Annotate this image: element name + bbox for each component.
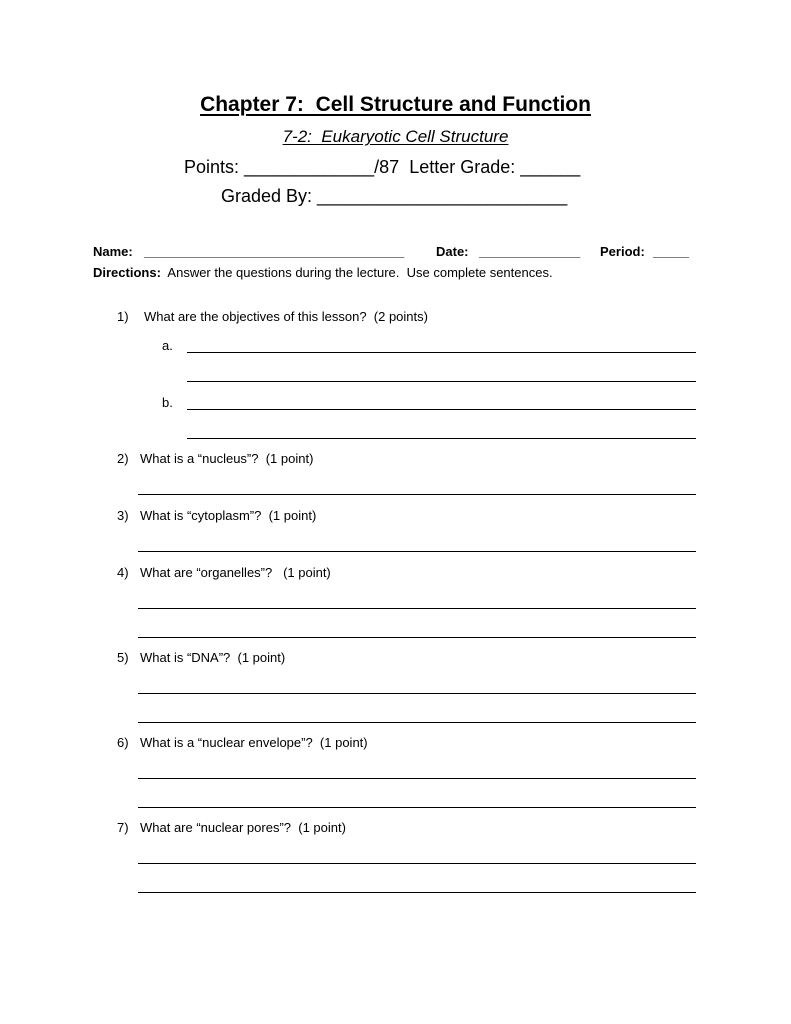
answer-line-1a-1[interactable] [187, 352, 696, 353]
question-2-number: 2) [117, 451, 129, 466]
question-6-number: 6) [117, 735, 129, 750]
answer-line-2-1[interactable] [138, 494, 696, 495]
answer-line-5-1[interactable] [138, 693, 696, 694]
page-subtitle: 7-2: Eukaryotic Cell Structure [282, 127, 509, 146]
name-label: Name: [93, 244, 133, 259]
period-label: Period: [600, 244, 645, 259]
answer-line-3-1[interactable] [138, 551, 696, 552]
graded-by-line: Graded By: _________________________ [221, 186, 568, 206]
answer-line-1a-2[interactable] [187, 381, 696, 382]
answer-line-6-1[interactable] [138, 778, 696, 779]
date-label: Date: [436, 244, 469, 259]
question-2-text: What is a “nucleus”? (1 point) [140, 451, 314, 466]
date-blank[interactable]: ______________ [479, 244, 581, 259]
page-title: Chapter 7: Cell Structure and Function [200, 93, 591, 116]
directions-text: Answer the questions during the lecture. Use complete sentences. [160, 265, 553, 280]
question-3-text: What is “cytoplasm”? (1 point) [140, 508, 317, 523]
answer-line-6-2[interactable] [138, 807, 696, 808]
name-blank[interactable]: ____________________________________ [144, 244, 405, 259]
question-6-text: What is a “nuclear envelope”? (1 point) [140, 735, 368, 750]
directions-label: Directions: [93, 265, 161, 280]
question-1-sub-b: b. [162, 395, 173, 410]
answer-line-5-2[interactable] [138, 722, 696, 723]
question-5-number: 5) [117, 650, 129, 665]
answer-line-1b-2[interactable] [187, 438, 696, 439]
question-7-text: What are “nuclear pores”? (1 point) [140, 820, 346, 835]
answer-line-4-1[interactable] [138, 608, 696, 609]
question-1-number: 1) [117, 309, 129, 324]
answer-line-7-2[interactable] [138, 892, 696, 893]
question-5-text: What is “DNA”? (1 point) [140, 650, 286, 665]
points-grade-line: Points: _____________/87 Letter Grade: ______ [184, 157, 581, 177]
answer-line-7-1[interactable] [138, 863, 696, 864]
period-blank[interactable]: _____ [653, 244, 690, 259]
question-3-number: 3) [117, 508, 129, 523]
question-4-number: 4) [117, 565, 129, 580]
question-4-text: What are “organelles”? (1 point) [140, 565, 331, 580]
answer-line-4-2[interactable] [138, 637, 696, 638]
question-1-text: What are the objectives of this lesson? (2 points) [144, 309, 428, 324]
answer-line-1b-1[interactable] [187, 409, 696, 410]
directions [93, 265, 553, 280]
question-1-sub-a: a. [162, 338, 173, 353]
question-7-number: 7) [117, 820, 129, 835]
